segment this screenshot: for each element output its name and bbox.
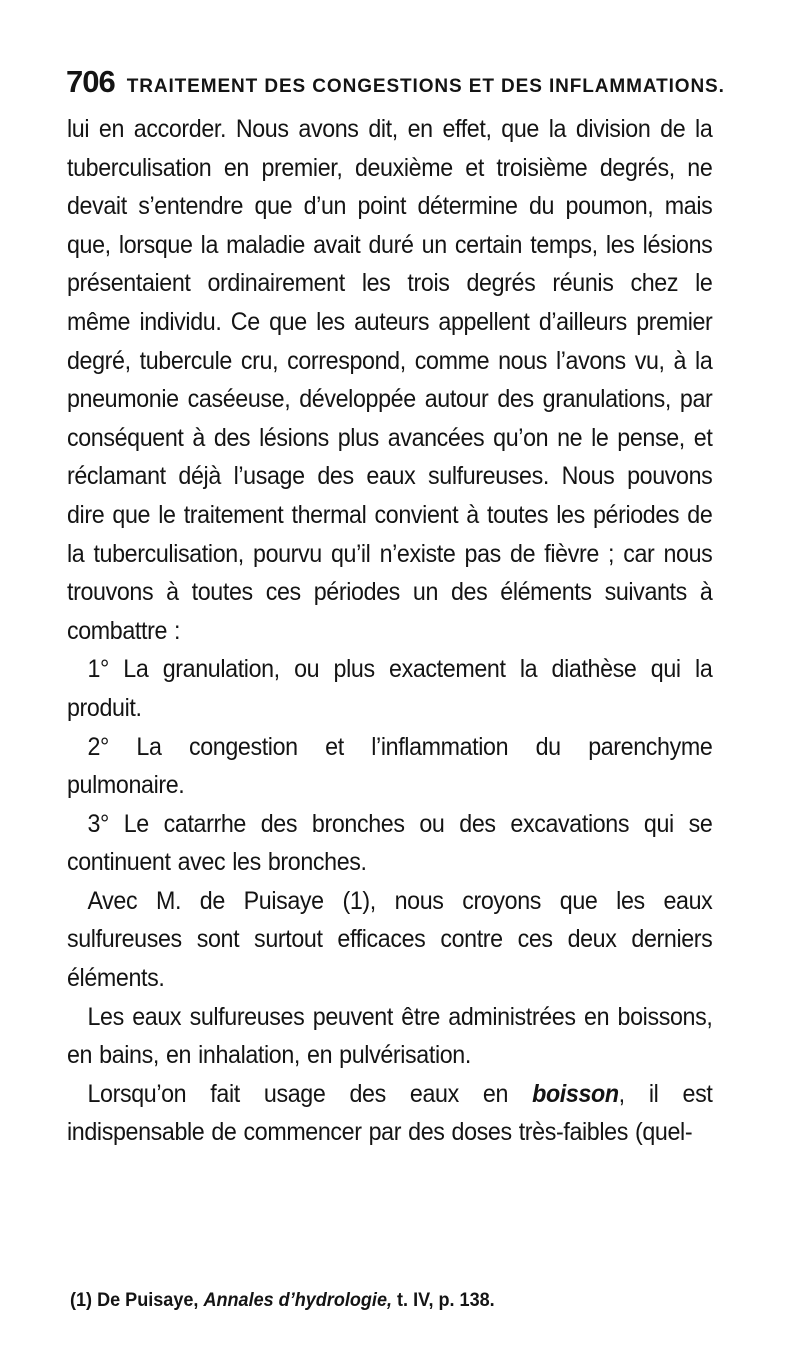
page-number: 706 [66, 64, 115, 99]
paragraph-continuation: lui en accorder. Nous avons dit, en effet, que la division de la tuberculisation en premier, deuxième et troisième degrés, ne devait s’entendre que d’un point détermine du poumon, mais que, lorsque la maladie avait duré un certain temps, les lésions présentaient ordinairement les trois degrés réunis chez le même individu. Ce que les auteurs appellent d’ailleurs premier degré, tubercule cru, correspond, comme nous l’avons vu, à la pneumonie caséeuse, développée autour des granulations, par conséquent à des lésions plus avancées qu’on ne le pense, et réclamant déjà l’usage des eaux sulfureuses. Nous pouvons dire que le traitement thermal convient à toutes les périodes de la tuberculisation, pourvu qu’il n’existe pas de fièvre ; car nous trouvons à toutes ces périodes un des éléments suivants à combattre : [67, 115, 713, 645]
body-text [67, 110, 712, 1152]
running-head: TRAITEMENT DES CONGESTIONS ET DES INFLAMMATIONS. [126, 76, 725, 97]
list-item-catarrhe: 3° Le catarrhe des bronches ou des excavations qui se continuent avec les bronches. [67, 809, 713, 877]
paragraph-boisson [67, 1075, 712, 1152]
footnote-author: De Puisaye, [97, 1290, 199, 1311]
emphasis-boisson: boisson [532, 1079, 619, 1108]
paragraph-boisson-end: , il est indispensable de commencer par des doses très-faibles (quel- [67, 1079, 713, 1147]
list-item-congestion: 2° La congestion et l’inflammation du parenchyme pulmonaire. [67, 732, 713, 800]
footnote [70, 1290, 726, 1312]
footnote-reference: t. IV, p. 138. [397, 1290, 495, 1311]
paragraph-boisson-start: Lorsqu’on fait usage des eaux en [87, 1079, 533, 1108]
footnote-marker: (1) [70, 1290, 93, 1311]
paragraph-puisaye: Avec M. de Puisaye (1), nous croyons que les eaux sulfureuses sont surtout efficaces contre ces deux derniers éléments. [67, 886, 713, 993]
list-item-granulation: 1° La granulation, ou plus exactement la diathèse qui la produit. [67, 655, 713, 722]
paragraph-administration: Les eaux sulfureuses peuvent être administrées en boissons, en bains, en inhalation, en pulvérisation. [67, 1002, 713, 1070]
page-header [66, 64, 756, 98]
footnote-journal: Annales d’hydrologie, [203, 1290, 393, 1311]
